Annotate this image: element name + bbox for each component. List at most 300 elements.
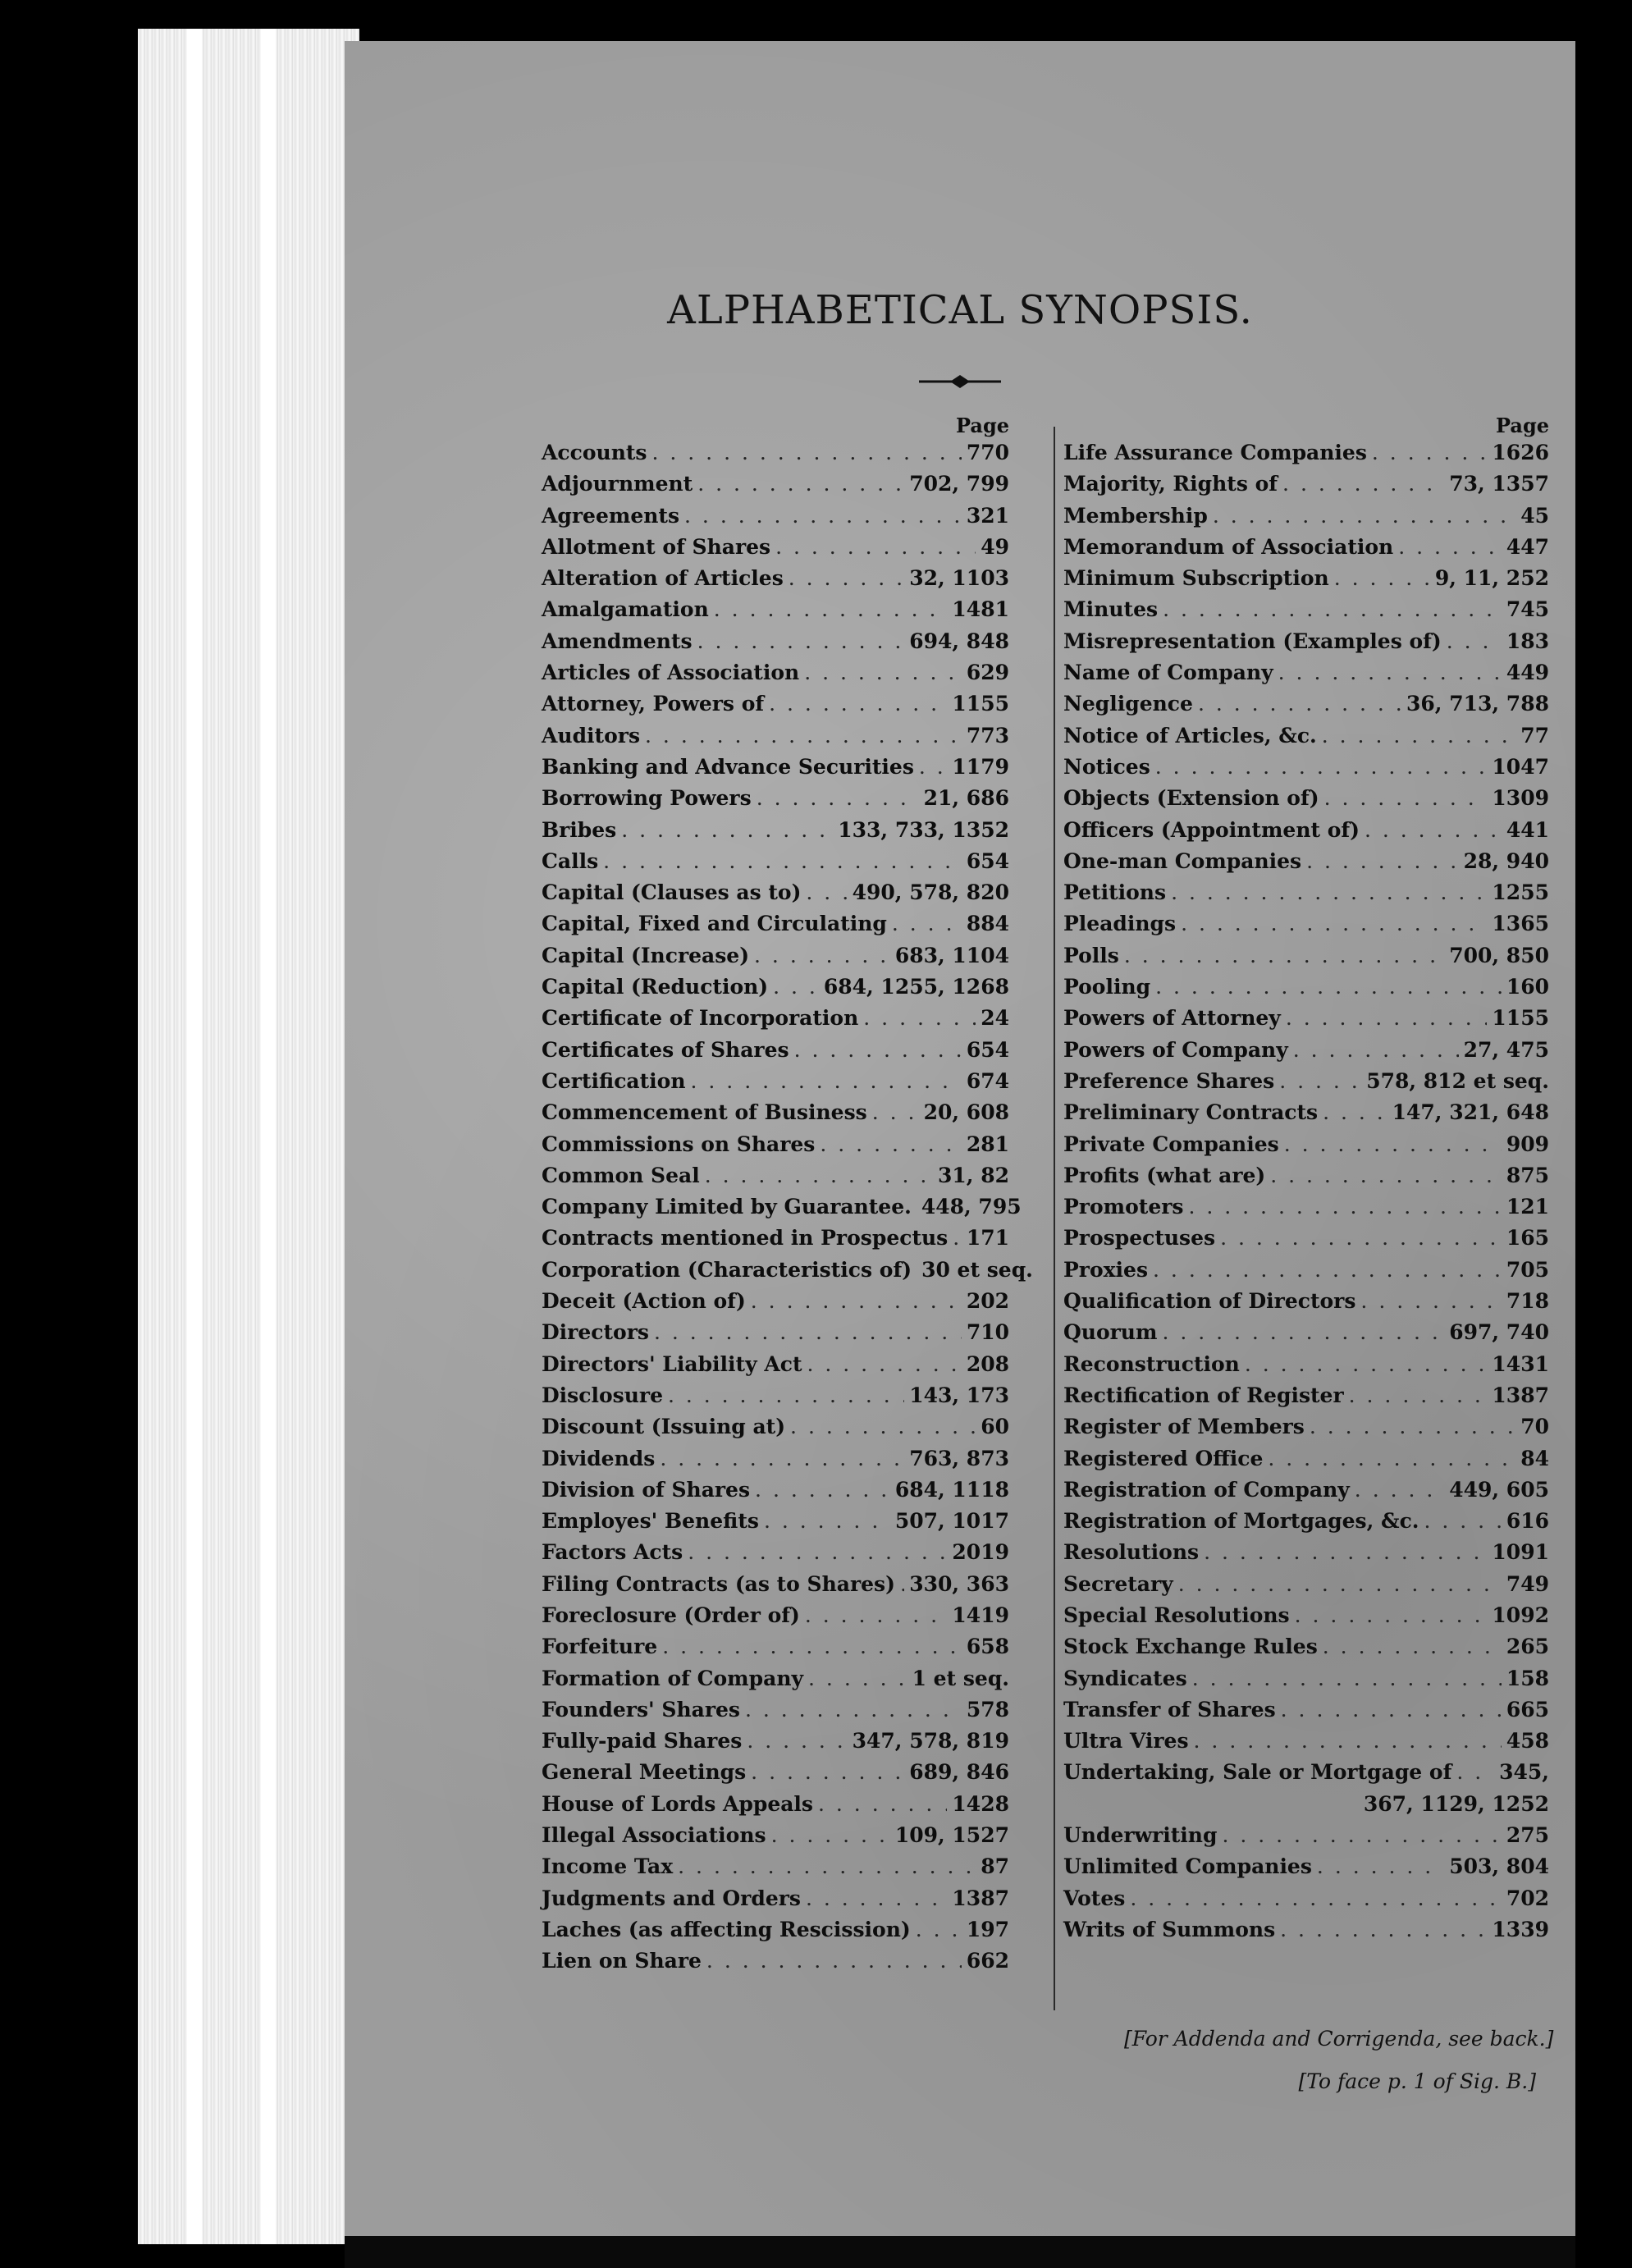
- entry-label: Life Assurance Companies: [1063, 441, 1367, 464]
- index-entry: [1063, 1914, 1549, 1946]
- entry-page: 109, 1527: [894, 1823, 1009, 1848]
- entry-page: 710: [966, 1320, 1009, 1345]
- leader-dots: [1162, 1317, 1444, 1348]
- leader-dots: [1181, 908, 1487, 940]
- entry-page: 49: [981, 534, 1009, 559]
- index-entry: [542, 1223, 1009, 1254]
- entry-label: Auditors: [542, 723, 641, 748]
- index-entry: [542, 1191, 1022, 1223]
- leader-dots: [1188, 1191, 1501, 1223]
- entry-label: Minutes: [1063, 597, 1159, 622]
- leader-dots: [1323, 1631, 1502, 1662]
- entry-label: Stock Exchange Rules: [1063, 1635, 1318, 1659]
- leader-dots: [603, 846, 962, 877]
- leader-dots: [790, 1411, 976, 1443]
- entry-label: Preliminary Contracts: [1063, 1100, 1319, 1125]
- leader-dots: [953, 1223, 962, 1254]
- index-entry: [542, 1569, 1009, 1600]
- leader-dots: [662, 1631, 962, 1662]
- entry-label: Polls: [1063, 943, 1119, 967]
- leader-dots: [872, 1097, 919, 1128]
- entry-page: 1155: [952, 692, 1009, 716]
- entry-label: Borrowing Powers: [542, 786, 752, 811]
- entry-page: 171: [966, 1226, 1009, 1251]
- index-entry: [1063, 501, 1549, 532]
- index-entry: [542, 1411, 1009, 1443]
- entry-page: 683, 1104: [894, 943, 1009, 967]
- entry-page: 133, 733, 1352: [838, 817, 1009, 842]
- index-entry: [1063, 688, 1549, 720]
- index-entry: [1063, 563, 1549, 594]
- leader-dots: [806, 1883, 947, 1914]
- leader-dots: [1222, 1820, 1501, 1851]
- leader-dots: [794, 1035, 962, 1066]
- leader-dots: [1282, 469, 1444, 500]
- entry-page: 658: [966, 1635, 1009, 1659]
- face-page-note: [To face p. 1 of Sig. B.]: [1298, 2069, 1536, 2093]
- entry-label: Filing Contracts (as to Shares): [542, 1571, 895, 1596]
- entry-page: 763, 873: [909, 1446, 1009, 1470]
- index-entry: [542, 815, 1009, 846]
- entry-label: Capital (Clauses as to): [542, 880, 802, 905]
- entry-label: Forfeiture: [542, 1635, 658, 1659]
- leader-dots: [1424, 1506, 1502, 1537]
- entry-page: 208: [966, 1351, 1009, 1376]
- leader-dots: [773, 972, 819, 1003]
- index-entry: [542, 1883, 1009, 1914]
- entry-label: Objects (Extension of): [1063, 786, 1319, 811]
- entry-label: Factors Acts: [542, 1540, 683, 1565]
- page-edges: [138, 29, 359, 2244]
- entry-label: Judgments and Orders: [542, 1886, 801, 1910]
- entry-label: Secretary: [1063, 1571, 1173, 1596]
- index-entry: [1063, 1317, 1549, 1348]
- index-entry: [542, 1757, 1009, 1788]
- leader-dots: [764, 1506, 890, 1537]
- leader-dots: [900, 1569, 904, 1600]
- index-entry: [542, 1820, 1009, 1851]
- leader-dots: [652, 437, 962, 469]
- entry-label: General Meetings: [542, 1760, 747, 1785]
- entry-page: 197: [966, 1917, 1009, 1941]
- entry-page: 158: [1506, 1666, 1549, 1690]
- index-entry: [1063, 469, 1549, 500]
- page-edge-strip: [261, 29, 276, 2244]
- entry-label: Employes' Benefits: [542, 1509, 759, 1534]
- entry-label: Name of Company: [1063, 661, 1273, 685]
- leader-dots: [745, 1694, 962, 1726]
- leader-dots: [1323, 1097, 1387, 1128]
- index-entry: [542, 752, 1009, 783]
- entry-page: 20, 608: [923, 1100, 1009, 1125]
- leader-dots: [1220, 1223, 1502, 1254]
- index-entry: [1063, 594, 1549, 625]
- entry-label: Membership: [1063, 503, 1208, 528]
- leader-dots: [775, 532, 976, 563]
- entry-label: Registered Office: [1063, 1446, 1264, 1470]
- entry-label: Votes: [1063, 1886, 1126, 1910]
- leader-dots: [1372, 437, 1488, 469]
- entry-page: 578: [966, 1697, 1009, 1722]
- leader-dots: [1286, 1003, 1488, 1034]
- index-entry: [1063, 1097, 1549, 1128]
- index-entry: [1063, 1600, 1549, 1631]
- leader-dots: [1306, 846, 1458, 877]
- entry-label: Ultra Vires: [1063, 1729, 1189, 1754]
- index-entry: [542, 1129, 1009, 1160]
- leader-dots: [751, 1757, 904, 1788]
- index-entry: [1063, 720, 1549, 752]
- index-entry: [542, 1349, 1009, 1380]
- entry-label: Unlimited Companies: [1063, 1854, 1312, 1879]
- entry-page: 616: [1506, 1509, 1549, 1534]
- index-entry: [1063, 1160, 1549, 1191]
- index-entry: [1063, 1506, 1549, 1537]
- index-entry: [1063, 1820, 1549, 1851]
- entry-page: 770: [966, 441, 1009, 464]
- entry-label: Special Resolutions: [1063, 1603, 1290, 1627]
- index-entry: [1063, 1694, 1549, 1726]
- entry-page: 24: [981, 1006, 1009, 1031]
- index-entry: [542, 1286, 1009, 1317]
- leader-dots: [1284, 1129, 1502, 1160]
- entry-page: 60: [981, 1415, 1009, 1439]
- entry-label: Corporation (Characteristics of): [542, 1257, 912, 1282]
- leader-dots: [1194, 1726, 1502, 1757]
- entry-label: Capital, Fixed and Circulating: [542, 912, 887, 936]
- index-entry: [1063, 815, 1549, 846]
- leader-dots: [1456, 1757, 1494, 1788]
- entry-page: 183: [1506, 629, 1549, 653]
- entry-page: 684, 1255, 1268: [823, 975, 1009, 999]
- index-entry: [1063, 783, 1549, 814]
- index-entry: [1063, 846, 1549, 877]
- entry-page: 73, 1357: [1449, 472, 1549, 496]
- leader-dots: [808, 1663, 907, 1694]
- entry-page: 449: [1506, 661, 1549, 685]
- leader-dots: [1130, 1883, 1502, 1914]
- index-entry: [1063, 1035, 1549, 1066]
- right-entry-list: [1063, 437, 1549, 1946]
- entry-label: Quorum: [1063, 1320, 1158, 1345]
- index-entry: [1063, 1726, 1549, 1757]
- entry-page: 9, 11, 252: [1434, 566, 1549, 591]
- entry-page: 909: [1506, 1132, 1549, 1156]
- index-entry: [1063, 1443, 1549, 1475]
- leader-dots: [1155, 972, 1502, 1003]
- entry-page: 773: [966, 723, 1009, 748]
- leader-dots: [771, 1820, 890, 1851]
- leader-dots: [754, 940, 890, 972]
- entry-label: Foreclosure (Order of): [542, 1603, 800, 1627]
- index-entry: [542, 657, 1009, 688]
- entry-page: 281: [966, 1132, 1009, 1156]
- leader-dots: [1278, 657, 1502, 688]
- leader-dots: [1324, 783, 1488, 814]
- entry-page: 87: [981, 1854, 1009, 1879]
- entry-page: 689, 846: [909, 1760, 1009, 1785]
- entry-page: 1179: [952, 754, 1009, 779]
- entry-label: Transfer of Shares: [1063, 1697, 1276, 1722]
- leader-dots: [705, 1160, 933, 1191]
- entry-page: 662: [966, 1949, 1009, 1973]
- entry-page: 345,: [1499, 1760, 1549, 1785]
- ornament-divider-icon: [911, 369, 1009, 394]
- index-entry: [542, 1914, 1009, 1946]
- column-divider: [1054, 427, 1055, 2010]
- entry-label: Dividends: [542, 1446, 656, 1470]
- leader-dots: [806, 877, 847, 908]
- entry-page: 1428: [952, 1791, 1009, 1816]
- index-entry: [1063, 1631, 1549, 1662]
- entry-page: 447: [1506, 534, 1549, 559]
- index-entry: [1063, 1663, 1549, 1694]
- entry-label: Disclosure: [542, 1383, 663, 1407]
- leader-dots: [684, 501, 962, 532]
- index-entry: [542, 1317, 1009, 1348]
- page-column-header: Page: [1495, 414, 1549, 437]
- leader-dots: [1355, 1475, 1444, 1506]
- entry-page: 1155: [1492, 1006, 1549, 1031]
- entry-label: Notice of Articles, &c.: [1063, 723, 1317, 748]
- entry-label: Certification: [542, 1068, 686, 1093]
- entry-page: 1387: [1492, 1383, 1549, 1407]
- entry-page: 1387: [952, 1886, 1009, 1910]
- leader-dots: [1317, 1851, 1444, 1882]
- leader-dots: [668, 1380, 904, 1411]
- leader-dots: [919, 752, 948, 783]
- leader-dots: [1213, 501, 1515, 532]
- entry-page: 745: [1506, 597, 1549, 622]
- entry-label: Amendments: [542, 629, 693, 653]
- entry-label: Rectification of Register: [1063, 1383, 1344, 1407]
- entry-page: 654: [966, 1037, 1009, 1062]
- index-entry: [542, 1097, 1009, 1128]
- index-entry: [1063, 1066, 1549, 1097]
- index-entry: [542, 1694, 1009, 1726]
- index-entry: [542, 846, 1009, 877]
- entry-page: 1339: [1492, 1917, 1549, 1941]
- entry-page: 718: [1506, 1289, 1549, 1314]
- leader-dots: [916, 1914, 962, 1946]
- addenda-note: [For Addenda and Corrigenda, see back.]: [1124, 2027, 1554, 2051]
- entry-label: Notices: [1063, 754, 1150, 779]
- index-entry: [542, 720, 1009, 752]
- entry-page: 265: [1506, 1635, 1549, 1659]
- leader-dots: [1204, 1537, 1487, 1568]
- entry-label: Petitions: [1063, 880, 1167, 905]
- page-column-header: Page: [955, 414, 1009, 437]
- entry-page: 700, 850: [1449, 943, 1549, 967]
- entry-label: Registration of Mortgages, &c.: [1063, 1509, 1419, 1534]
- entry-page: 2019: [952, 1540, 1009, 1565]
- entry-label: Attorney, Powers of: [542, 692, 765, 716]
- leader-dots: [747, 1726, 847, 1757]
- index-entry: [542, 1946, 1009, 1977]
- entry-label: Majority, Rights of: [1063, 472, 1278, 496]
- leader-dots: [751, 1286, 962, 1317]
- entry-page: 490, 578, 820: [852, 880, 1009, 905]
- entry-page: 1431: [1492, 1351, 1549, 1376]
- index-entry: [542, 1035, 1009, 1066]
- entry-page: 28, 940: [1463, 848, 1549, 873]
- index-entry: [542, 688, 1009, 720]
- index-entry: [542, 1537, 1009, 1568]
- entry-label: Illegal Associations: [542, 1823, 766, 1848]
- leader-dots: [1178, 1569, 1502, 1600]
- entry-page: 1481: [952, 597, 1009, 622]
- leader-dots: [804, 657, 962, 688]
- index-entry: [1063, 877, 1549, 908]
- leader-dots: [654, 1317, 962, 1348]
- entry-page: 1091: [1492, 1540, 1549, 1565]
- entry-label: Directors' Liability Act: [542, 1351, 802, 1376]
- entry-page: 1365: [1492, 912, 1549, 936]
- entry-page: 347, 578, 819: [852, 1729, 1009, 1754]
- leader-dots: [645, 720, 962, 752]
- entry-label: Banking and Advance Securities: [542, 754, 914, 779]
- entry-label: Misrepresentation (Examples of): [1063, 629, 1442, 653]
- entry-page: 321: [966, 503, 1009, 528]
- left-entry-list: [542, 437, 1033, 1978]
- index-entry: [1063, 657, 1549, 688]
- entry-page: 884: [966, 912, 1009, 936]
- index-entry: [542, 1380, 1009, 1411]
- entry-label: Negligence: [1063, 692, 1193, 716]
- entry-page: 1092: [1492, 1603, 1549, 1627]
- entry-label: Founders' Shares: [542, 1697, 740, 1722]
- index-entry: [542, 1600, 1009, 1631]
- leader-dots: [1398, 532, 1502, 563]
- entry-page: 578, 812 et seq.: [1366, 1068, 1549, 1093]
- index-entry: [1063, 972, 1549, 1003]
- entry-label: Company Limited by Guarantee.: [542, 1195, 912, 1219]
- leader-dots: [807, 1349, 962, 1380]
- entry-label: Capital (Increase): [542, 943, 750, 967]
- leader-dots: [1295, 1600, 1488, 1631]
- index-entry: [542, 594, 1009, 625]
- index-entry: [542, 1475, 1009, 1506]
- entry-page: 84: [1520, 1446, 1549, 1470]
- leader-dots: [688, 1537, 947, 1568]
- index-entry: [542, 532, 1009, 563]
- entry-page: 875: [1506, 1163, 1549, 1187]
- entry-page: 629: [966, 661, 1009, 685]
- entry-page: 77: [1520, 723, 1549, 748]
- index-entry: [542, 877, 1009, 908]
- entry-page: 202: [966, 1289, 1009, 1314]
- entry-label: Bribes: [542, 817, 617, 842]
- leader-dots: [697, 626, 905, 657]
- leader-dots: [1349, 1380, 1488, 1411]
- entry-label: Register of Members: [1063, 1415, 1305, 1439]
- index-entry: [542, 1506, 1009, 1537]
- entry-label: Commissions on Shares: [542, 1132, 816, 1156]
- entry-label: Pooling: [1063, 975, 1151, 999]
- entry-label: Certificates of Shares: [542, 1037, 789, 1062]
- index-entry: [1063, 908, 1549, 940]
- index-entry: [1063, 1003, 1549, 1034]
- entry-page: 1 et seq.: [912, 1666, 1009, 1690]
- index-entry: [542, 1631, 1009, 1662]
- leader-dots: [697, 469, 904, 500]
- index-entry: [542, 972, 1009, 1003]
- leader-dots: [1279, 1066, 1361, 1097]
- entry-label: Adjournment: [542, 472, 693, 496]
- leader-dots: [1322, 720, 1515, 752]
- leader-dots: [820, 1129, 961, 1160]
- entry-page: 749: [1506, 1571, 1549, 1596]
- entry-label: Profits (what are): [1063, 1163, 1266, 1187]
- leader-dots: [1268, 1443, 1515, 1475]
- leader-dots: [1270, 1160, 1502, 1191]
- index-entry: [542, 1726, 1009, 1757]
- index-entry: [542, 626, 1009, 657]
- entry-label: Formation of Company: [542, 1666, 804, 1690]
- leader-dots: [755, 1475, 890, 1506]
- entry-page: 458: [1506, 1729, 1549, 1754]
- index-entry: [1063, 626, 1549, 657]
- leader-dots: [1171, 877, 1487, 908]
- leader-dots: [1360, 1286, 1501, 1317]
- index-entry: [1063, 1223, 1549, 1254]
- entry-page: 684, 1118: [894, 1477, 1009, 1502]
- book-page: [345, 41, 1575, 2240]
- page-edge-strip: [187, 29, 202, 2244]
- leader-dots: [1447, 626, 1502, 657]
- entry-label: Underwriting: [1063, 1823, 1218, 1848]
- entry-label: Discount (Issuing at): [542, 1415, 786, 1439]
- right-column: [1063, 414, 1549, 1946]
- index-entry: [1063, 1380, 1549, 1411]
- leader-dots: [1124, 940, 1444, 972]
- entry-label: Amalgamation: [542, 597, 709, 622]
- index-entry: [542, 1066, 1009, 1097]
- entry-label: Undertaking, Sale or Mortgage of: [1063, 1760, 1452, 1785]
- index-entry: [542, 1851, 1009, 1882]
- entry-label: Qualification of Directors: [1063, 1289, 1356, 1314]
- entry-label: Alteration of Articles: [542, 566, 784, 591]
- index-entry: [542, 469, 1009, 500]
- index-entry: [1063, 1129, 1549, 1160]
- entry-page: 702: [1506, 1886, 1549, 1910]
- entry-label: Contracts mentioned in Prospectus: [542, 1226, 949, 1251]
- index-entry: [1063, 752, 1549, 783]
- entry-page: 1255: [1492, 880, 1549, 905]
- entry-page: 441: [1506, 817, 1549, 842]
- entry-label: Minimum Subscription: [1063, 566, 1329, 591]
- entry-page: 1626: [1492, 441, 1549, 464]
- leader-dots: [863, 1003, 976, 1034]
- leader-dots: [706, 1946, 962, 1977]
- entry-page: 32, 1103: [909, 566, 1009, 591]
- entry-label: House of Lords Appeals: [542, 1791, 814, 1816]
- leader-dots: [1153, 1255, 1502, 1286]
- index-entry: [1063, 532, 1549, 563]
- entry-page: 449, 605: [1449, 1477, 1549, 1502]
- leader-dots: [892, 908, 962, 940]
- index-entry: [1063, 1475, 1549, 1506]
- index-entry: [542, 563, 1009, 594]
- leader-dots: [757, 783, 919, 814]
- entry-page: 70: [1520, 1415, 1549, 1439]
- entry-page: 448, 795: [921, 1195, 1022, 1219]
- entry-label: Syndicates: [1063, 1666, 1187, 1690]
- entry-page: 30 et seq.: [921, 1257, 1033, 1282]
- leader-dots: [1281, 1694, 1502, 1726]
- leader-dots: [660, 1443, 904, 1475]
- entry-label: Registration of Company: [1063, 1477, 1350, 1502]
